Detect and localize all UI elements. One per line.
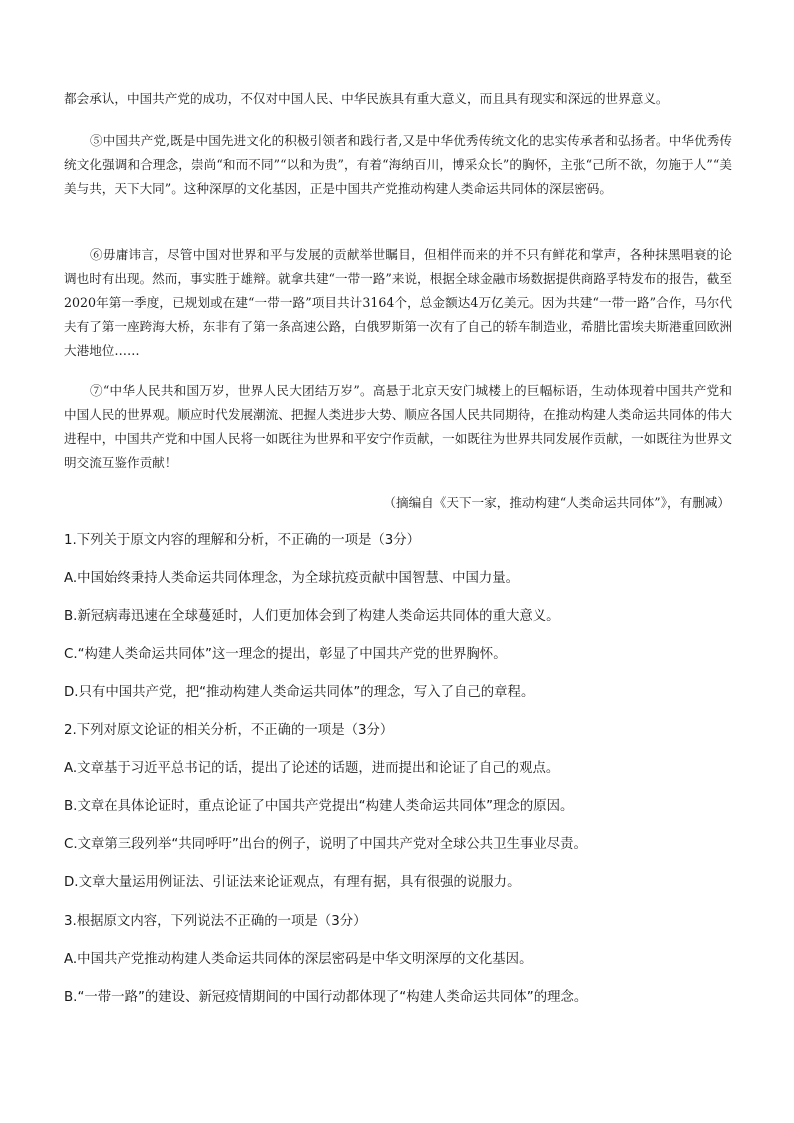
question-3-stem: 3.根据原文内容，下列说法不正确的一项是（3分） bbox=[64, 914, 367, 929]
passage-paragraph-7: ⑦“中华人民共和国万岁，世界人民大团结万岁”。高悬于北京天安门城楼上的巨幅标语，生动体现着中国共产党和中国人民的世界观。顺应时代发展潮流、把握人类进步大势、顺应各国人民共同期待，在推动构建人类命运共同体的伟大进程中，中国共产党和中国人民将一如既往为世界和平安宁作贡献，一如既往为世界共同发展作贡献，一如既往为世界文明交流互鉴作贡献！ bbox=[64, 383, 732, 470]
passage-paragraph-continued: 都会承认，中国共产党的成功，不仅对中国人民、中华民族具有重大意义，而且具有现实和深远的世界意义。 bbox=[64, 91, 669, 106]
question-3-option-a: A.中国共产党推动构建人类命运共同体的深层密码是中华文明深厚的文化基因。 bbox=[64, 952, 533, 967]
question-1-option-c: C.“构建人类命运共同体”这一理念的提出，彰显了中国共产党的世界胸怀。 bbox=[64, 647, 507, 662]
passage-paragraph-6: ⑥毋庸讳言，尽管中国对世界和平与发展的贡献举世瞩目，但相伴而来的并不只有鲜花和掌声，各种抹黑唱衰的论调也时有出现。然而，事实胜于雄辩。就拿共建“一带一路”来说，根据全球金融市场数据提供商路孚特发布的报告，截至2020年第一季度，已规划或在建“一带一路”项目共计3164个，总金额达4万亿美元。因为共建“一带一路”合作，马尔代夫有了第一座跨海大桥，东非有了第一条高速公路，白俄罗斯第一次有了自己的轿车制造业，希腊比雷埃夫斯港重回欧洲大港地位…… bbox=[64, 247, 732, 358]
question-2-option-d: D.文章大量运用例证法、引证法来论证观点，有理有据，具有很强的说服力。 bbox=[64, 875, 521, 890]
question-1-option-d: D.只有中国共产党，把“推动构建人类命运共同体”的理念，写入了自己的章程。 bbox=[64, 685, 535, 700]
question-2-option-c: C.文章第三段列举“共同呼吁”出台的例子，说明了中国共产党对全球公共卫生事业尽责。 bbox=[64, 837, 587, 852]
question-2-stem: 2.下列对原文论证的相关分析，不正确的一项是（3分） bbox=[64, 723, 394, 738]
question-2-option-a: A.文章基于习近平总书记的话，提出了论述的话题，进而提出和论证了自己的观点。 bbox=[64, 761, 560, 776]
question-1-option-a: A.中国始终秉持人类命运共同体理念，为全球抗疫贡献中国智慧、中国力量。 bbox=[64, 571, 520, 586]
passage-source-citation: （摘编自《天下一家，推动构建“人类命运共同体”》，有删减） bbox=[383, 495, 730, 510]
question-1-option-b: B.新冠病毒迅速在全球蔓延时，人们更加体会到了构建人类命运共同体的重大意义。 bbox=[64, 609, 560, 624]
passage-paragraph-5: ⑤中国共产党,既是中国先进文化的积极引领者和践行者,又是中华优秀传统文化的忠实传承者和弘扬者。中华优秀传统文化强调和合理念，崇尚“和而不同”“以和为贵”，有着“海纳百川，博采众长”的胸怀，主张“己所不欲，勿施于人”“美美与共，天下大同”。这种深厚的文化基因，正是中国共产党推动构建人类命运共同体的深层密码。 bbox=[64, 133, 732, 196]
question-2-option-b: B.文章在具体论证时，重点论证了中国共产党提出“构建人类命运共同体”理念的原因。 bbox=[64, 799, 574, 814]
question-1-stem: 1.下列关于原文内容的理解和分析，不正确的一项是（3分） bbox=[64, 533, 421, 548]
question-3-option-b: B.“一带一路”的建设、新冠疫情期间的中国行动都体现了“构建人类命运共同体”的理念。 bbox=[64, 990, 588, 1005]
